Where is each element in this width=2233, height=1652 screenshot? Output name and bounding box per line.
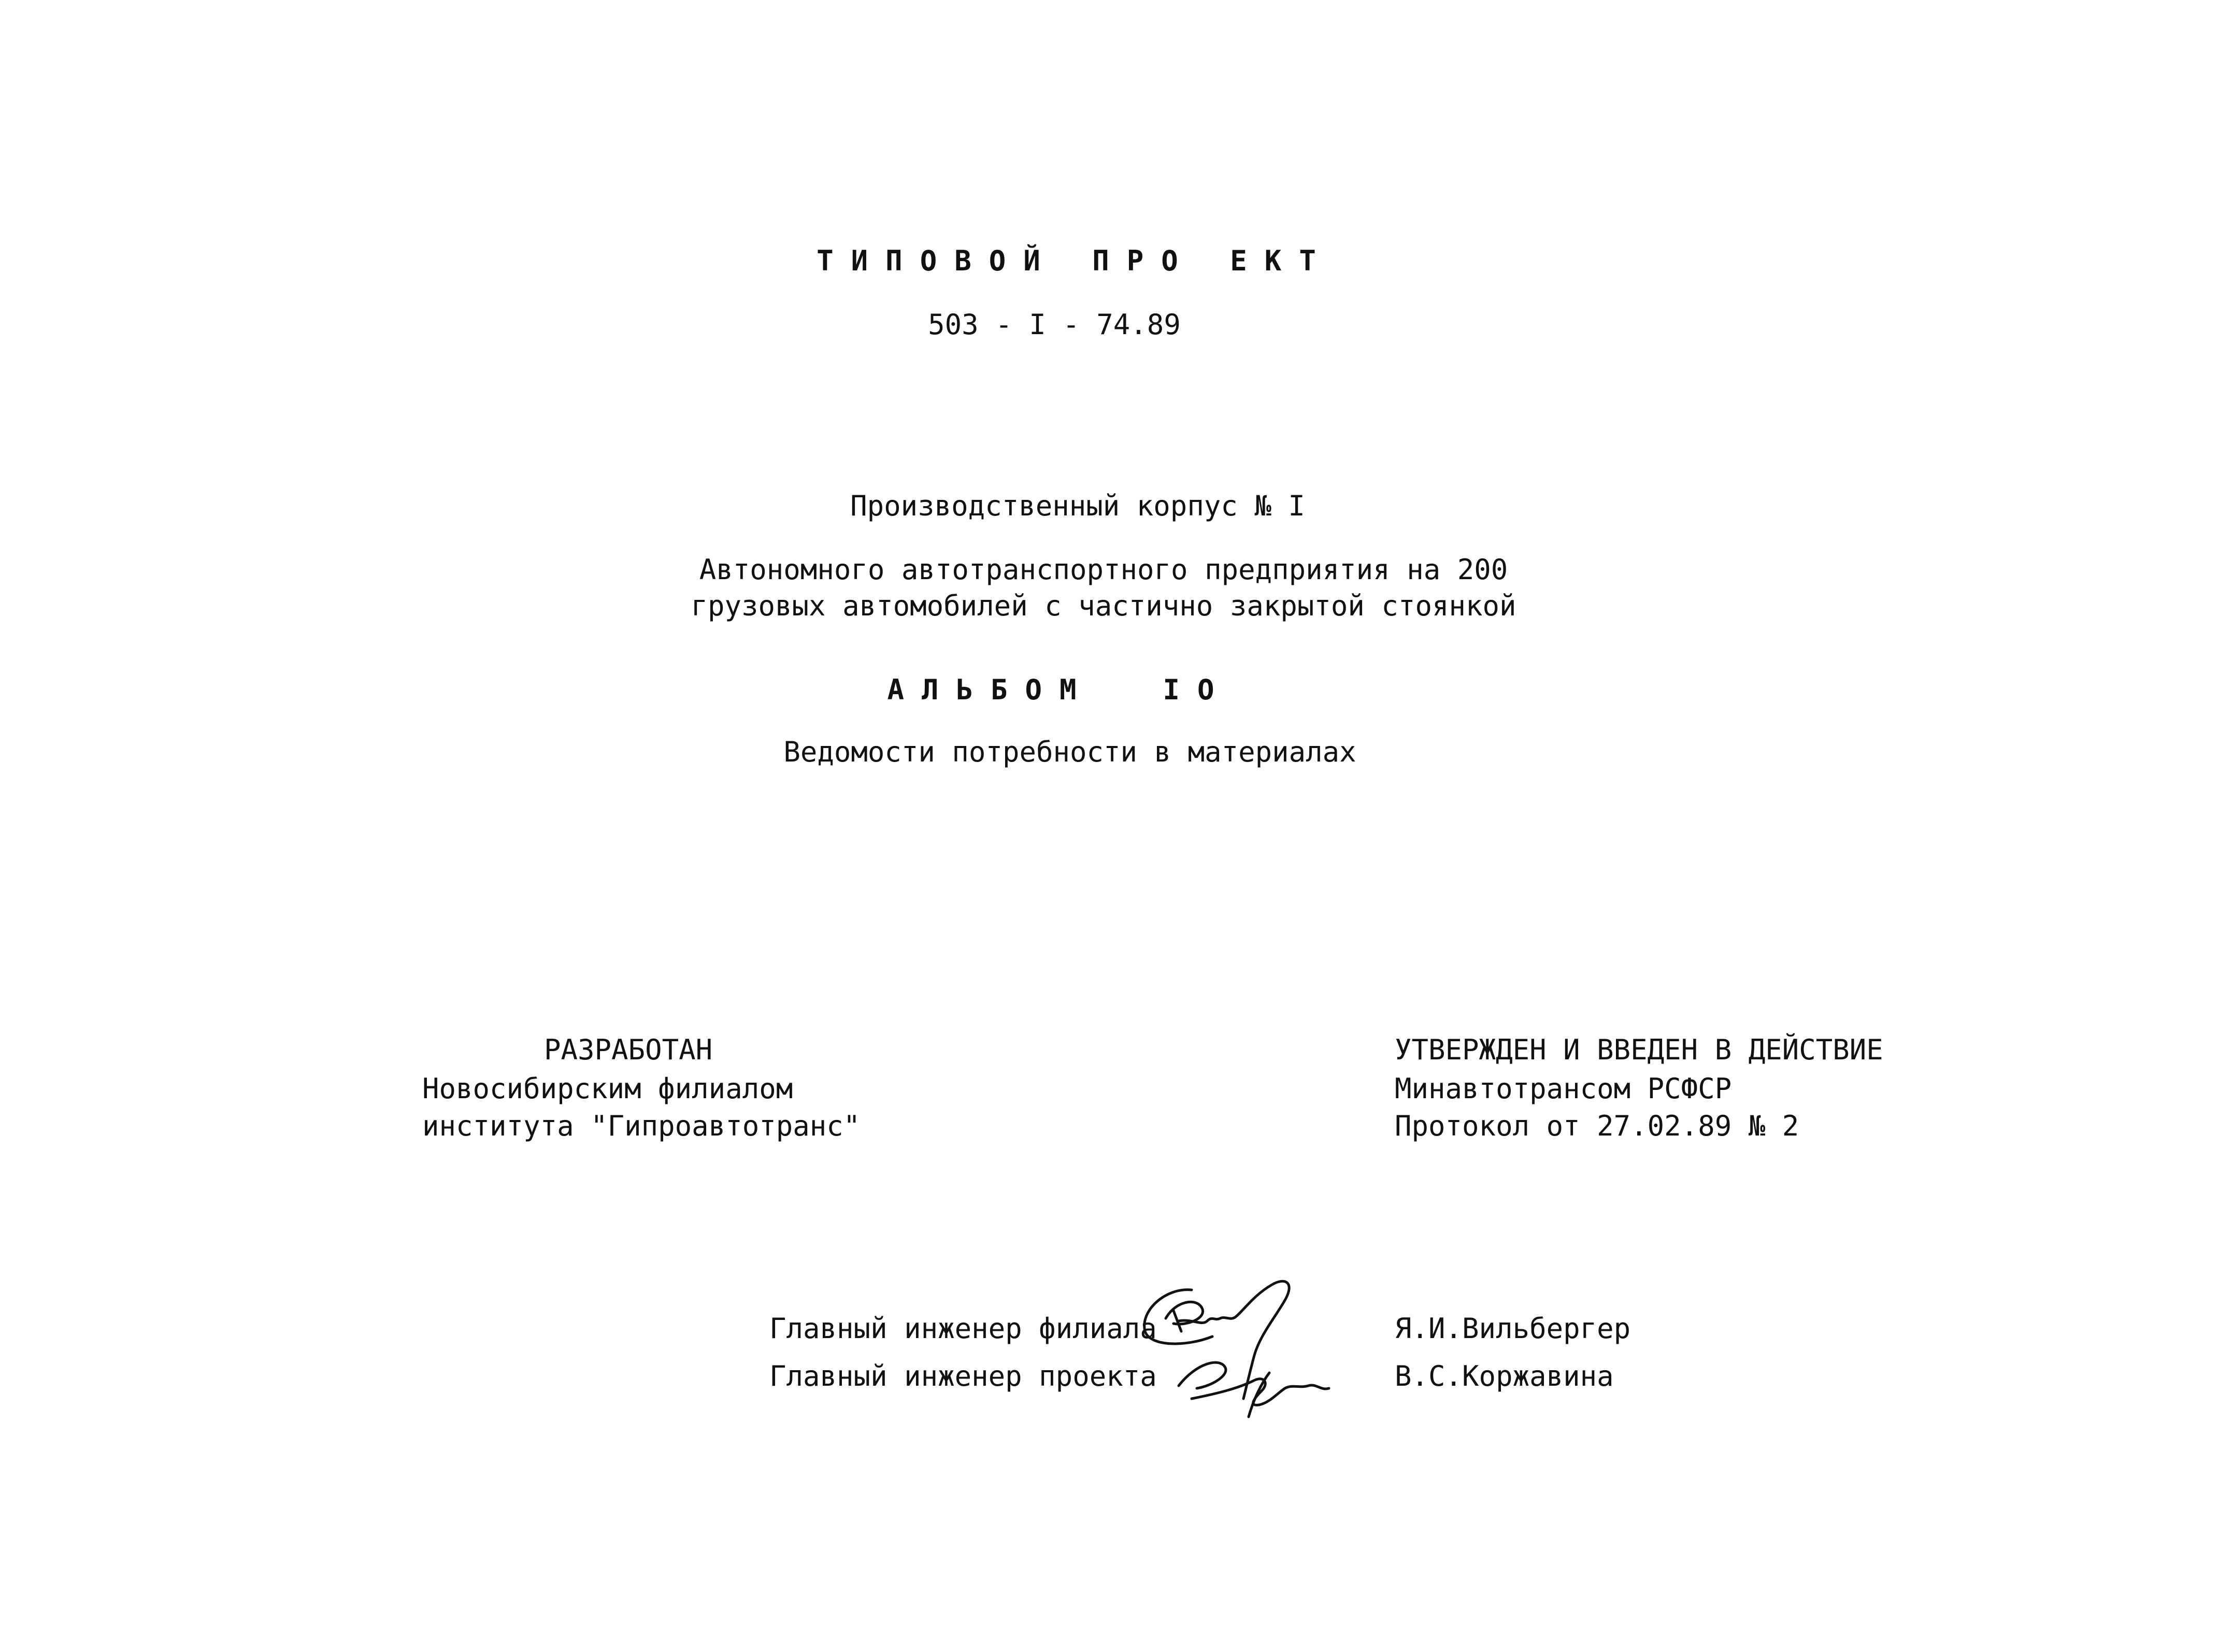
album-title: АЛЬБОМ IO <box>887 673 1232 706</box>
developed-line-2: института "Гипроавтотранс" <box>422 1110 861 1142</box>
album-description: Ведомости потребности в материалах <box>783 736 1356 768</box>
signature-role-1: Главный инженер филиала <box>769 1312 1157 1345</box>
enterprise-line-1: Автономного автотранспортного предприятия на 200 <box>699 553 1508 586</box>
building-name: Производственный корпус № I <box>850 490 1305 522</box>
signature-name-2: В.С.Коржавина <box>1395 1360 1614 1392</box>
signature-role-2: Главный инженер проекта <box>769 1360 1157 1392</box>
approved-heading: УТВЕРЖДЕН И ВВЕДЕН В ДЕЙСТВИЕ <box>1395 1033 1883 1066</box>
approved-line-2: Протокол от 27.02.89 № 2 <box>1395 1110 1799 1142</box>
signature-stroke <box>1173 1281 1289 1399</box>
developed-line-1: Новосибирским филиалом <box>422 1072 793 1105</box>
enterprise-line-2: грузовых автомобилей с частично закрытой стоянкой <box>691 590 1516 622</box>
handwritten-signatures-icon <box>1129 1269 1357 1425</box>
approved-line-1: Минавтотрансом РСФСР <box>1395 1072 1732 1105</box>
developed-heading: РАЗРАБОТАН <box>544 1033 713 1066</box>
signature-name-1: Я.И.Вильбергер <box>1395 1312 1631 1345</box>
project-code: 503 - I - 74.89 <box>928 308 1181 341</box>
signature-stroke <box>1144 1290 1212 1344</box>
document-title: ТИПОВОЙ ПРО ЕКТ <box>817 245 1334 277</box>
